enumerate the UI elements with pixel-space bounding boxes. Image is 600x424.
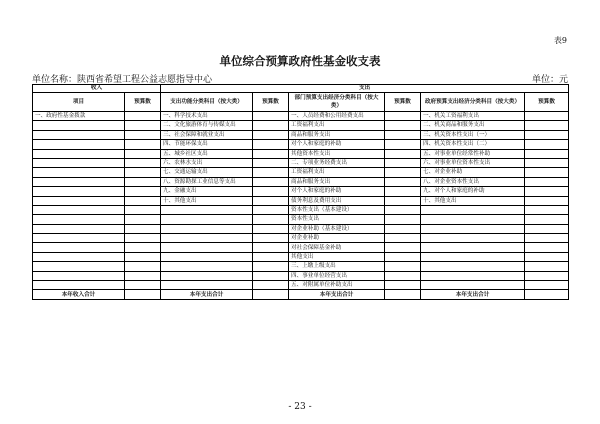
row-gov-cell bbox=[421, 281, 525, 290]
row-budget-cell bbox=[125, 130, 161, 139]
income-total-value bbox=[125, 290, 161, 300]
income-total-label: 本年收入合计 bbox=[33, 290, 125, 300]
row-gov-cell: 十、其他支出 bbox=[421, 196, 525, 205]
table-row bbox=[33, 177, 569, 186]
row-budget-cell bbox=[525, 158, 569, 167]
row-budget-cell bbox=[125, 168, 161, 177]
row-budget-cell bbox=[525, 187, 569, 196]
row-item-cell bbox=[33, 158, 125, 167]
row-item-cell bbox=[33, 149, 125, 158]
row-budget-cell bbox=[125, 140, 161, 149]
row-budget-cell bbox=[253, 262, 289, 271]
row-budget-cell bbox=[253, 281, 289, 290]
row-budget-cell bbox=[385, 196, 421, 205]
row-gov-cell: 九、对个人和家庭的补助 bbox=[421, 187, 525, 196]
row-func-cell bbox=[161, 271, 253, 280]
row-item-cell bbox=[33, 215, 125, 224]
table-row bbox=[33, 205, 569, 214]
row-item-cell bbox=[33, 168, 125, 177]
row-item-cell bbox=[33, 121, 125, 130]
dept-total-label: 本年支出合计 bbox=[289, 290, 385, 300]
row-item-cell bbox=[33, 281, 125, 290]
row-budget-cell bbox=[385, 281, 421, 290]
col-budget-header: 预算数 bbox=[125, 93, 161, 112]
row-dept-cell: 对企业补助 bbox=[289, 234, 385, 243]
col-budget-header: 预算数 bbox=[525, 93, 569, 112]
row-budget-cell bbox=[125, 196, 161, 205]
row-budget-cell bbox=[253, 130, 289, 139]
row-budget-cell bbox=[253, 158, 289, 167]
row-budget-cell bbox=[385, 252, 421, 261]
row-func-cell bbox=[161, 252, 253, 261]
row-gov-cell: 五、对事业单位经常性补助 bbox=[421, 149, 525, 158]
row-dept-cell: 工资福利支出 bbox=[289, 168, 385, 177]
row-budget-cell bbox=[525, 252, 569, 261]
row-budget-cell bbox=[125, 252, 161, 261]
table-row bbox=[33, 252, 569, 261]
row-item-cell bbox=[33, 243, 125, 252]
row-budget-cell bbox=[253, 224, 289, 233]
table-row bbox=[33, 281, 569, 290]
row-gov-cell: 六、对事业单位资本性支出 bbox=[421, 158, 525, 167]
row-func-cell bbox=[161, 281, 253, 290]
row-budget-cell bbox=[253, 271, 289, 280]
gov-total-value bbox=[525, 290, 569, 300]
row-budget-cell bbox=[253, 234, 289, 243]
row-budget-cell bbox=[385, 158, 421, 167]
row-budget-cell bbox=[525, 205, 569, 214]
row-dept-cell: 其他资本性支出 bbox=[289, 149, 385, 158]
table-row bbox=[33, 140, 569, 149]
row-budget-cell bbox=[385, 140, 421, 149]
row-func-cell: 三、社会保障和就业支出 bbox=[161, 130, 253, 139]
row-budget-cell bbox=[385, 177, 421, 186]
row-budget-cell bbox=[525, 281, 569, 290]
col-func-header: 支出功能分类科目（按大类） bbox=[161, 93, 253, 112]
row-dept-cell: 债务利息及费用支出 bbox=[289, 196, 385, 205]
income-header: 收入 bbox=[33, 85, 161, 93]
row-item-cell bbox=[33, 177, 125, 186]
row-func-cell bbox=[161, 262, 253, 271]
row-budget-cell bbox=[385, 271, 421, 280]
row-dept-cell: 资本性支出（基本建设） bbox=[289, 205, 385, 214]
gov-total-label: 本年支出合计 bbox=[421, 290, 525, 300]
table-row bbox=[33, 243, 569, 252]
row-dept-cell: 五、对附属单位补助支出 bbox=[289, 281, 385, 290]
row-gov-cell: 四、机关资本性支出（二） bbox=[421, 140, 525, 149]
row-budget-cell bbox=[525, 177, 569, 186]
row-budget-cell bbox=[125, 149, 161, 158]
col-item-header: 项目 bbox=[33, 93, 125, 112]
row-func-cell: 七、交通运输支出 bbox=[161, 168, 253, 177]
row-gov-cell bbox=[421, 243, 525, 252]
row-item-cell bbox=[33, 262, 125, 271]
row-gov-cell: 八、对企业资本性支出 bbox=[421, 177, 525, 186]
row-item-cell bbox=[33, 205, 125, 214]
row-budget-cell bbox=[253, 243, 289, 252]
row-dept-cell: 三、上缴上级支出 bbox=[289, 262, 385, 271]
row-func-cell: 八、资源勘探工业信息等支出 bbox=[161, 177, 253, 186]
row-budget-cell bbox=[253, 215, 289, 224]
row-func-cell: 五、城乡社区支出 bbox=[161, 149, 253, 158]
row-func-cell bbox=[161, 234, 253, 243]
row-item-cell bbox=[33, 224, 125, 233]
row-budget-cell bbox=[385, 112, 421, 121]
row-budget-cell bbox=[125, 121, 161, 130]
row-dept-cell: 对个人和家庭的补助 bbox=[289, 187, 385, 196]
row-budget-cell bbox=[385, 224, 421, 233]
row-item-cell: 一、政府性基金拨款 bbox=[33, 112, 125, 121]
unit-measure: 单位：元 bbox=[531, 75, 568, 85]
row-budget-cell bbox=[525, 196, 569, 205]
unit-name: 单位名称：陕西省希望工程公益志愿指导中心 bbox=[32, 75, 213, 85]
row-func-cell: 四、节能环保支出 bbox=[161, 140, 253, 149]
row-budget-cell bbox=[525, 121, 569, 130]
row-budget-cell bbox=[253, 187, 289, 196]
row-gov-cell: 三、机关资本性支出（一） bbox=[421, 130, 525, 139]
row-budget-cell bbox=[385, 243, 421, 252]
row-dept-cell: 工资福利支出 bbox=[289, 121, 385, 130]
row-item-cell bbox=[33, 140, 125, 149]
row-dept-cell: 对个人和家庭的补助 bbox=[289, 140, 385, 149]
row-item-cell bbox=[33, 252, 125, 261]
table-row bbox=[33, 196, 569, 205]
row-budget-cell bbox=[525, 168, 569, 177]
row-gov-cell bbox=[421, 271, 525, 280]
row-func-cell: 九、金融支出 bbox=[161, 187, 253, 196]
row-budget-cell bbox=[253, 168, 289, 177]
row-item-cell bbox=[33, 271, 125, 280]
row-dept-cell: 二、专项业务经费支出 bbox=[289, 158, 385, 167]
row-budget-cell bbox=[385, 130, 421, 139]
row-func-cell bbox=[161, 243, 253, 252]
func-total-value bbox=[253, 290, 289, 300]
row-budget-cell bbox=[525, 224, 569, 233]
row-gov-cell: 一、机关工资福利支出 bbox=[421, 112, 525, 121]
row-gov-cell bbox=[421, 224, 525, 233]
row-budget-cell bbox=[125, 234, 161, 243]
col-dept-econ-header: 部门预算支出经济分类科目（按大类） bbox=[289, 93, 385, 112]
row-budget-cell bbox=[385, 234, 421, 243]
row-budget-cell bbox=[525, 234, 569, 243]
col-budget-header: 预算数 bbox=[385, 93, 421, 112]
page-title: 单位综合预算政府性基金收支表 bbox=[219, 54, 381, 68]
row-budget-cell bbox=[125, 177, 161, 186]
table-row bbox=[33, 215, 569, 224]
row-budget-cell bbox=[385, 187, 421, 196]
row-item-cell bbox=[33, 234, 125, 243]
row-budget-cell bbox=[125, 224, 161, 233]
table-footer-row bbox=[33, 290, 569, 300]
table-row bbox=[33, 149, 569, 158]
row-budget-cell bbox=[125, 262, 161, 271]
row-dept-cell: 四、事业单位经营支出 bbox=[289, 271, 385, 280]
row-budget-cell bbox=[125, 215, 161, 224]
table-row bbox=[33, 271, 569, 280]
row-budget-cell bbox=[125, 281, 161, 290]
table-row bbox=[33, 187, 569, 196]
table-row bbox=[33, 130, 569, 139]
table-number: 表9 bbox=[553, 36, 567, 45]
col-gov-econ-header: 政府预算支出经济分类科目（按大类） bbox=[421, 93, 525, 112]
table-row bbox=[33, 262, 569, 271]
row-item-cell bbox=[33, 187, 125, 196]
row-dept-cell: 资本性支出 bbox=[289, 215, 385, 224]
row-budget-cell bbox=[525, 271, 569, 280]
row-dept-cell: 对企业补助（基本建设） bbox=[289, 224, 385, 233]
row-gov-cell: 七、对企业补助 bbox=[421, 168, 525, 177]
row-budget-cell bbox=[253, 149, 289, 158]
row-gov-cell bbox=[421, 205, 525, 214]
row-budget-cell bbox=[125, 187, 161, 196]
row-budget-cell bbox=[253, 196, 289, 205]
row-func-cell bbox=[161, 205, 253, 214]
row-budget-cell bbox=[525, 215, 569, 224]
row-budget-cell bbox=[253, 140, 289, 149]
row-budget-cell bbox=[253, 112, 289, 121]
table-row bbox=[33, 112, 569, 121]
func-total-label: 本年支出合计 bbox=[161, 290, 253, 300]
table-row bbox=[33, 158, 569, 167]
row-gov-cell: 二、机关商品和服务支出 bbox=[421, 121, 525, 130]
table-header-row-2 bbox=[33, 93, 569, 112]
table-row bbox=[33, 224, 569, 233]
row-gov-cell bbox=[421, 215, 525, 224]
row-gov-cell bbox=[421, 262, 525, 271]
row-item-cell bbox=[33, 196, 125, 205]
page-number: - 23 - bbox=[288, 402, 312, 412]
row-dept-cell: 商品和服务支出 bbox=[289, 130, 385, 139]
table-row bbox=[33, 168, 569, 177]
row-budget-cell bbox=[125, 205, 161, 214]
row-func-cell: 一、科学技术支出 bbox=[161, 112, 253, 121]
row-budget-cell bbox=[385, 149, 421, 158]
row-budget-cell bbox=[385, 168, 421, 177]
row-budget-cell bbox=[525, 112, 569, 121]
row-budget-cell bbox=[385, 215, 421, 224]
row-func-cell: 十、其他支出 bbox=[161, 196, 253, 205]
row-dept-cell: 其他支出 bbox=[289, 252, 385, 261]
row-dept-cell: 对社会保障基金补助 bbox=[289, 243, 385, 252]
row-budget-cell bbox=[125, 271, 161, 280]
row-budget-cell bbox=[525, 130, 569, 139]
row-budget-cell bbox=[253, 177, 289, 186]
col-budget-header: 预算数 bbox=[253, 93, 289, 112]
fund-budget-table bbox=[32, 84, 569, 300]
row-budget-cell bbox=[525, 243, 569, 252]
row-budget-cell bbox=[125, 112, 161, 121]
row-budget-cell bbox=[125, 243, 161, 252]
expense-header: 支出 bbox=[161, 85, 569, 93]
row-budget-cell bbox=[385, 121, 421, 130]
row-budget-cell bbox=[385, 205, 421, 214]
table-header-row-1 bbox=[33, 85, 569, 93]
row-budget-cell bbox=[385, 262, 421, 271]
dept-total-value bbox=[385, 290, 421, 300]
row-dept-cell: 商品和服务支出 bbox=[289, 177, 385, 186]
row-func-cell bbox=[161, 224, 253, 233]
row-budget-cell bbox=[253, 205, 289, 214]
row-budget-cell bbox=[253, 252, 289, 261]
row-budget-cell bbox=[253, 121, 289, 130]
row-func-cell: 二、文化旅游体育与传媒支出 bbox=[161, 121, 253, 130]
row-func-cell bbox=[161, 215, 253, 224]
row-func-cell: 六、农林水支出 bbox=[161, 158, 253, 167]
row-budget-cell bbox=[125, 158, 161, 167]
table-row bbox=[33, 234, 569, 243]
row-budget-cell bbox=[525, 262, 569, 271]
row-budget-cell bbox=[525, 149, 569, 158]
table-row bbox=[33, 121, 569, 130]
row-dept-cell: 一、人员经费和公用经费支出 bbox=[289, 112, 385, 121]
row-item-cell bbox=[33, 130, 125, 139]
row-budget-cell bbox=[525, 140, 569, 149]
row-gov-cell bbox=[421, 252, 525, 261]
row-gov-cell bbox=[421, 234, 525, 243]
